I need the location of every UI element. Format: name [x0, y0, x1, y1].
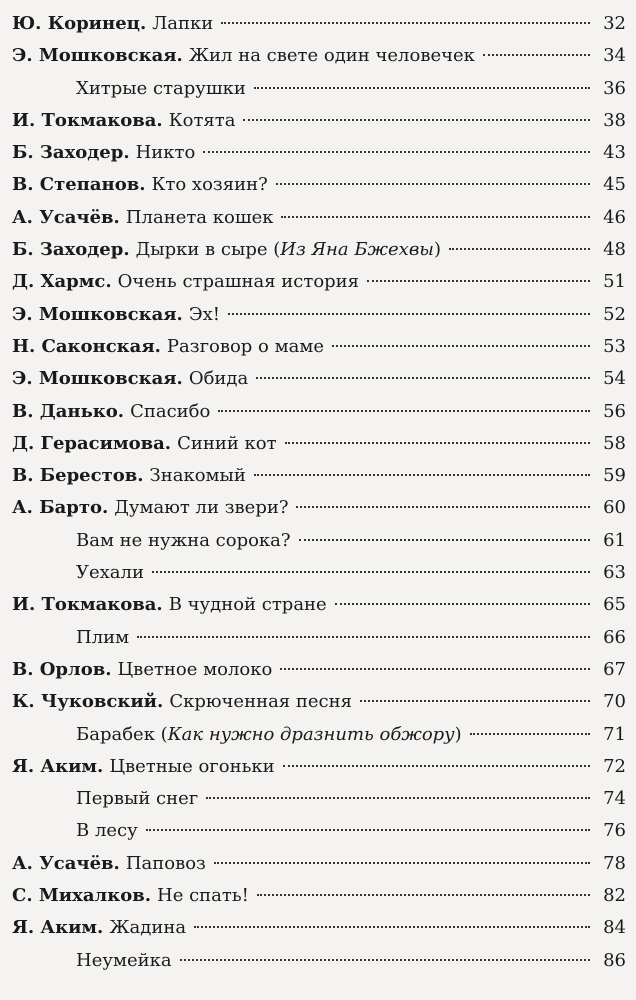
dot-leader [367, 280, 590, 282]
toc-entry [12, 848, 626, 880]
entry-title-text: Думают ли звери? [114, 497, 289, 519]
entry-title [167, 331, 324, 363]
page-number: 53 [603, 335, 626, 357]
dot-leader [137, 636, 590, 638]
entry-title [189, 299, 220, 331]
dot-leader [180, 959, 590, 961]
page-number: 61 [603, 529, 626, 551]
entry-title-text: Синий кот [177, 432, 277, 454]
dot-leader [243, 119, 590, 121]
page-number: 56 [603, 400, 626, 422]
dot-leader [257, 894, 590, 896]
toc-entry [12, 202, 626, 234]
entry-title [136, 234, 441, 266]
entry-title-text: Никто [135, 142, 196, 164]
entry-title [177, 428, 277, 460]
page-number: 86 [603, 949, 626, 971]
toc-entry [12, 783, 626, 815]
entry-title [76, 525, 291, 557]
entry-title [76, 783, 198, 815]
page-number: 71 [603, 723, 626, 745]
entry-author: С. Михалков. [12, 885, 151, 907]
page-number: 34 [603, 45, 626, 67]
entry-title-text: Котята [168, 109, 236, 131]
dot-leader [254, 474, 590, 476]
entry-author: А. Усачёв. [12, 206, 120, 228]
toc-entry [12, 557, 626, 589]
page-number: 52 [603, 303, 626, 325]
page-number: 45 [603, 174, 626, 196]
page-number: 63 [603, 562, 626, 584]
entry-title-text: Очень страшная история [117, 271, 360, 293]
toc-entry [12, 525, 626, 557]
entry-title-text: Разговор о маме [166, 335, 324, 357]
dot-leader [470, 733, 590, 735]
entry-author: В. Орлов. [12, 658, 112, 680]
toc-entry [12, 686, 626, 718]
entry-title-text: Цветное молоко [117, 658, 273, 680]
entry-author: В. Данько. [12, 400, 125, 422]
toc-entry [12, 622, 626, 654]
entry-author: В. Берестов. [12, 465, 144, 487]
entry-title [109, 751, 274, 783]
toc-entry [12, 40, 626, 72]
page-number: 78 [603, 852, 626, 874]
entry-title-text: Первый снег [76, 788, 199, 810]
page-number: 82 [603, 885, 626, 907]
page-number: 65 [603, 594, 626, 616]
entry-title [136, 137, 196, 169]
entry-title-text: Обида [188, 368, 249, 390]
dot-leader [285, 442, 590, 444]
page-number: 46 [603, 206, 626, 228]
entry-title-text: Кто хозяин? [151, 174, 268, 196]
entry-author: Э. Мошковская. [12, 45, 183, 67]
entry-title-text: Знакомый [149, 465, 246, 487]
entry-title [109, 912, 186, 944]
entry-title-text: В чудной стране [168, 594, 327, 616]
entry-title-text: Спасибо [130, 400, 211, 422]
dot-leader [206, 797, 590, 799]
page-number: 66 [603, 626, 626, 648]
entry-title [157, 880, 249, 912]
toc-entry [12, 880, 626, 912]
entry-author: Ю. Коринец. [12, 13, 147, 34]
dot-leader [296, 506, 590, 508]
dot-leader [299, 539, 590, 541]
entry-title [76, 815, 138, 847]
page-number: 51 [603, 271, 626, 293]
toc-entry [12, 137, 626, 169]
entry-title [189, 40, 475, 72]
entry-title-text: В лесу [76, 820, 138, 842]
page-number: 72 [603, 755, 626, 777]
dot-leader [146, 829, 590, 831]
toc-entry [12, 751, 626, 783]
entry-note: Как нужно дразнить обжору [167, 723, 455, 745]
page-number: 54 [603, 368, 626, 390]
entry-title-text: Уехали [76, 562, 144, 584]
dot-leader [276, 183, 590, 185]
entry-title-text: Эх! [188, 303, 220, 325]
entry-title [126, 202, 274, 234]
entry-author: Я. Аким. [12, 917, 104, 939]
toc-entry [12, 331, 626, 363]
entry-author: Э. Мошковская. [12, 303, 183, 325]
toc-entry [12, 815, 626, 847]
entry-title-end: ) [454, 723, 462, 745]
toc-entry [12, 73, 626, 105]
entry-title-text: Жил на свете один человечек [188, 45, 475, 67]
entry-title-text: Лапки [152, 13, 214, 34]
toc-entry [12, 460, 626, 492]
toc-entry [12, 169, 626, 201]
entry-title [130, 396, 210, 428]
entry-title-text: Дырки в сыре ( [135, 239, 281, 261]
page-number: 32 [603, 13, 626, 34]
entry-title-text: Планета кошек [125, 206, 274, 228]
toc-entry [12, 654, 626, 686]
dot-leader [483, 54, 590, 56]
toc-entry [12, 105, 626, 137]
entry-author: Д. Хармс. [12, 271, 112, 293]
dot-leader [360, 700, 590, 702]
entry-title [189, 363, 248, 395]
toc-entry [12, 589, 626, 621]
toc-entry [12, 363, 626, 395]
entry-title-text: Неумейка [76, 949, 172, 971]
dot-leader [221, 22, 590, 24]
dot-leader [335, 603, 590, 605]
entry-title-text: Скрюченная песня [169, 691, 352, 713]
page-number: 60 [603, 497, 626, 519]
toc-entry [12, 266, 626, 298]
entry-author: И. Токмакова. [12, 109, 163, 131]
toc-entry [12, 945, 626, 977]
toc-entry [12, 8, 626, 40]
entry-title-text: Цветные огоньки [109, 755, 275, 777]
page-number: 59 [603, 465, 626, 487]
dot-leader [256, 377, 590, 379]
page-number: 48 [603, 239, 626, 261]
entry-author: Б. Заходер. [12, 239, 130, 261]
entry-note: Из Яна Бжехвы [280, 239, 434, 261]
toc-entry [12, 234, 626, 266]
toc-entry [12, 396, 626, 428]
entry-title [76, 557, 144, 589]
entry-title [152, 8, 213, 40]
entry-title [126, 848, 206, 880]
toc-entry [12, 299, 626, 331]
page-number: 38 [603, 109, 626, 131]
entry-title [169, 105, 236, 137]
entry-title [114, 492, 288, 524]
page-number: 74 [603, 788, 626, 810]
entry-author: Н. Саконская. [12, 335, 161, 357]
entry-title [76, 73, 246, 105]
entry-author: И. Токмакова. [12, 594, 163, 616]
toc-entry [12, 912, 626, 944]
toc-entry [12, 428, 626, 460]
entry-title-text: Не спать! [157, 885, 249, 907]
dot-leader [449, 248, 590, 250]
toc-entry [12, 719, 626, 751]
dot-leader [332, 345, 590, 347]
dot-leader [194, 926, 590, 928]
page-number: 43 [603, 142, 626, 164]
dot-leader [218, 410, 590, 412]
entry-title-text: Хитрые старушки [76, 77, 246, 99]
entry-title-text: Жадина [109, 917, 187, 939]
entry-title [151, 169, 267, 201]
dot-leader [283, 765, 590, 767]
dot-leader [254, 87, 590, 89]
dot-leader [281, 216, 590, 218]
entry-title [76, 622, 129, 654]
page-number: 70 [603, 691, 626, 713]
page-number: 67 [603, 658, 626, 680]
dot-leader [214, 862, 590, 864]
toc-entry [12, 492, 626, 524]
entry-author: А. Усачёв. [12, 852, 120, 874]
entry-title [150, 460, 246, 492]
dot-leader [228, 313, 590, 315]
page-number: 76 [603, 820, 626, 842]
dot-leader [280, 668, 590, 670]
entry-title-text: Вам не нужна сорока? [76, 529, 291, 551]
entry-title-text: Паповоз [125, 852, 206, 874]
entry-title [117, 654, 272, 686]
dot-leader [152, 571, 590, 573]
entry-title [76, 719, 462, 751]
page-number: 84 [603, 917, 626, 939]
page-number: 58 [603, 432, 626, 454]
entry-author: В. Степанов. [12, 174, 146, 196]
entry-title-text: Барабек ( [76, 723, 168, 745]
entry-title-end: ) [433, 239, 441, 261]
dot-leader [203, 151, 590, 153]
entry-author: Б. Заходер. [12, 142, 130, 164]
entry-title-text: Плим [76, 626, 130, 648]
entry-author: Я. Аким. [12, 755, 104, 777]
entry-title [76, 945, 172, 977]
entry-author: Э. Мошковская. [12, 368, 183, 390]
entry-author: К. Чуковский. [12, 691, 164, 713]
entry-title [169, 686, 352, 718]
page-number: 36 [603, 77, 626, 99]
entry-author: А. Барто. [12, 497, 109, 519]
entry-author: Д. Герасимова. [12, 432, 172, 454]
entry-title [118, 266, 359, 298]
entry-title [169, 589, 327, 621]
